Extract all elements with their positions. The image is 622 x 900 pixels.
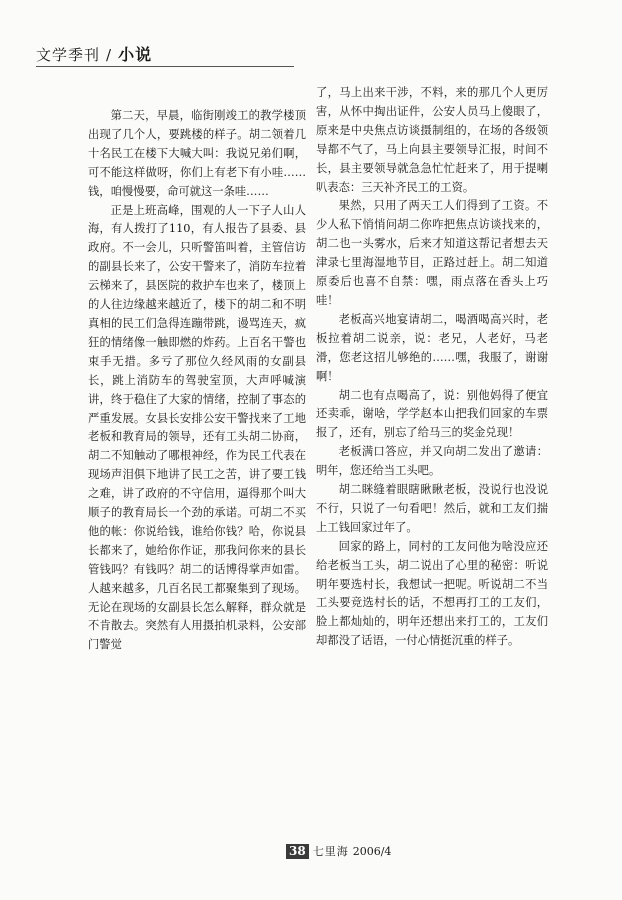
header-separator: / xyxy=(106,46,113,64)
paragraph: 回家的路上，同村的工友问他为啥没应还给老板当工头，胡二说出了心里的秘密：听说明年要选村长，我想试一把呢。听说胡二不当工头要竞选村长的话，不想再打工的工友们，脸上都灿灿的，明年还想出来打工的，工友们却都没了话语，一付心情挺沉重的样子。 xyxy=(316,539,548,648)
page-header xyxy=(36,42,152,65)
magazine-name: 文学季刊 xyxy=(36,46,101,64)
section-name: 小说 xyxy=(118,45,153,64)
right-column xyxy=(316,84,548,651)
left-column xyxy=(88,107,306,655)
page-number: 38 xyxy=(286,844,309,859)
paragraph: 了，马上出来干涉，不料，来的那几个人更厉害，从怀中掏出证件，公安人员马上傻眼了，原来是中央焦点访谈摄制组的，在场的各级领导都不气了，马上向县主要领导汇报，时间不长，县主要领导就急急忙忙赶来了，用于提喇叭表态：三天补齐民工的工资。 xyxy=(316,86,548,194)
paragraph: 果然，只用了两天工人们得到了工资。不少人私下悄悄问胡二你咋把焦点访谈找来的，胡二也一头雾水，后来才知道这帮记者想去天津录七里海湿地节目，正路过赶上。胡二知道原委后也喜不自禁：嘿，雨点落在香头上巧哇！ xyxy=(316,199,548,307)
paragraph: 正是上班高峰，围观的人一下子人山人海，有人拨打了110，有人报告了县委、县政府。不一会儿，只听警笛叫着，主管信访的副县长来了，公安干警来了，消防车拉着云梯来了，县医院的救护车也来了，楼顶上的人往边缘越来越近了，楼下的胡二和不明真相的民工们急得连蹦带跳，谩骂连天，疯狂的情绪像一触即燃的炸药。上百名干警也束手无措。多亏了那位久经风雨的女副县长，跳上消防车的驾驶室顶，大声呼喊演讲，终于稳住了大家的情绪，控制了事态的严重发展。女县长安排公安干警找来了工地老板和教育局的领导，还有工头胡二协商，胡二不知触动了哪根神经，作为民工代表在现场声泪俱下地讲了民工之苦，讲了要工钱之难，讲了政府的不守信用，逼得那个叫大顺子的教育局长一个劲的承诺。可胡二不买他的帐：你说给钱，谁给你钱？哈，你说县长都来了，她给你作证，那我问你来的县长管钱吗？有钱吗？胡二的话博得掌声如雷。人越来越多，几百名民工都聚集到了现场。无论在现场的女副县长怎么解释，群众就是不肯散去。突然有人用摄拍机录料，公安部门警觉 xyxy=(88,203,306,652)
footer-magazine: 七里海 xyxy=(312,845,349,858)
paragraph: 胡二眯缝着眼瞎瞅瞅老板，没说行也没说不行，只说了一句看吧！然后，就和工友们揣上工钱回家过年了。 xyxy=(316,483,548,534)
paragraph: 第二天，早晨，临街刚竣工的教学楼顶出现了几个人，要跳楼的样子。胡二领着几十名民工在楼下大喊大叫：我说兄弟们啊，可不能这样做呀，你们上有老下有小哇……钱，咱慢慢要，命可就这一条哇…… xyxy=(88,109,306,198)
footer-issue: 2006/4 xyxy=(352,844,392,858)
page-footer xyxy=(286,843,391,859)
header-rule xyxy=(36,66,294,67)
paragraph: 老板高兴地宴请胡二，喝酒喝高兴时，老板拉着胡二说亲，说：老兄，人老好，马老滑，您老这招儿够绝的……嘿，我服了，谢谢啊！ xyxy=(316,312,548,383)
paragraph: 胡二也有点喝高了，说：别他妈得了便宜还卖乖，谢啥，学学赵本山把我们回家的车票报了，还有，别忘了给马三的奖金兑现！ xyxy=(316,388,548,440)
paragraph: 老板满口答应，并又向胡二发出了邀请：明年，您还给当工头吧。 xyxy=(316,445,548,478)
